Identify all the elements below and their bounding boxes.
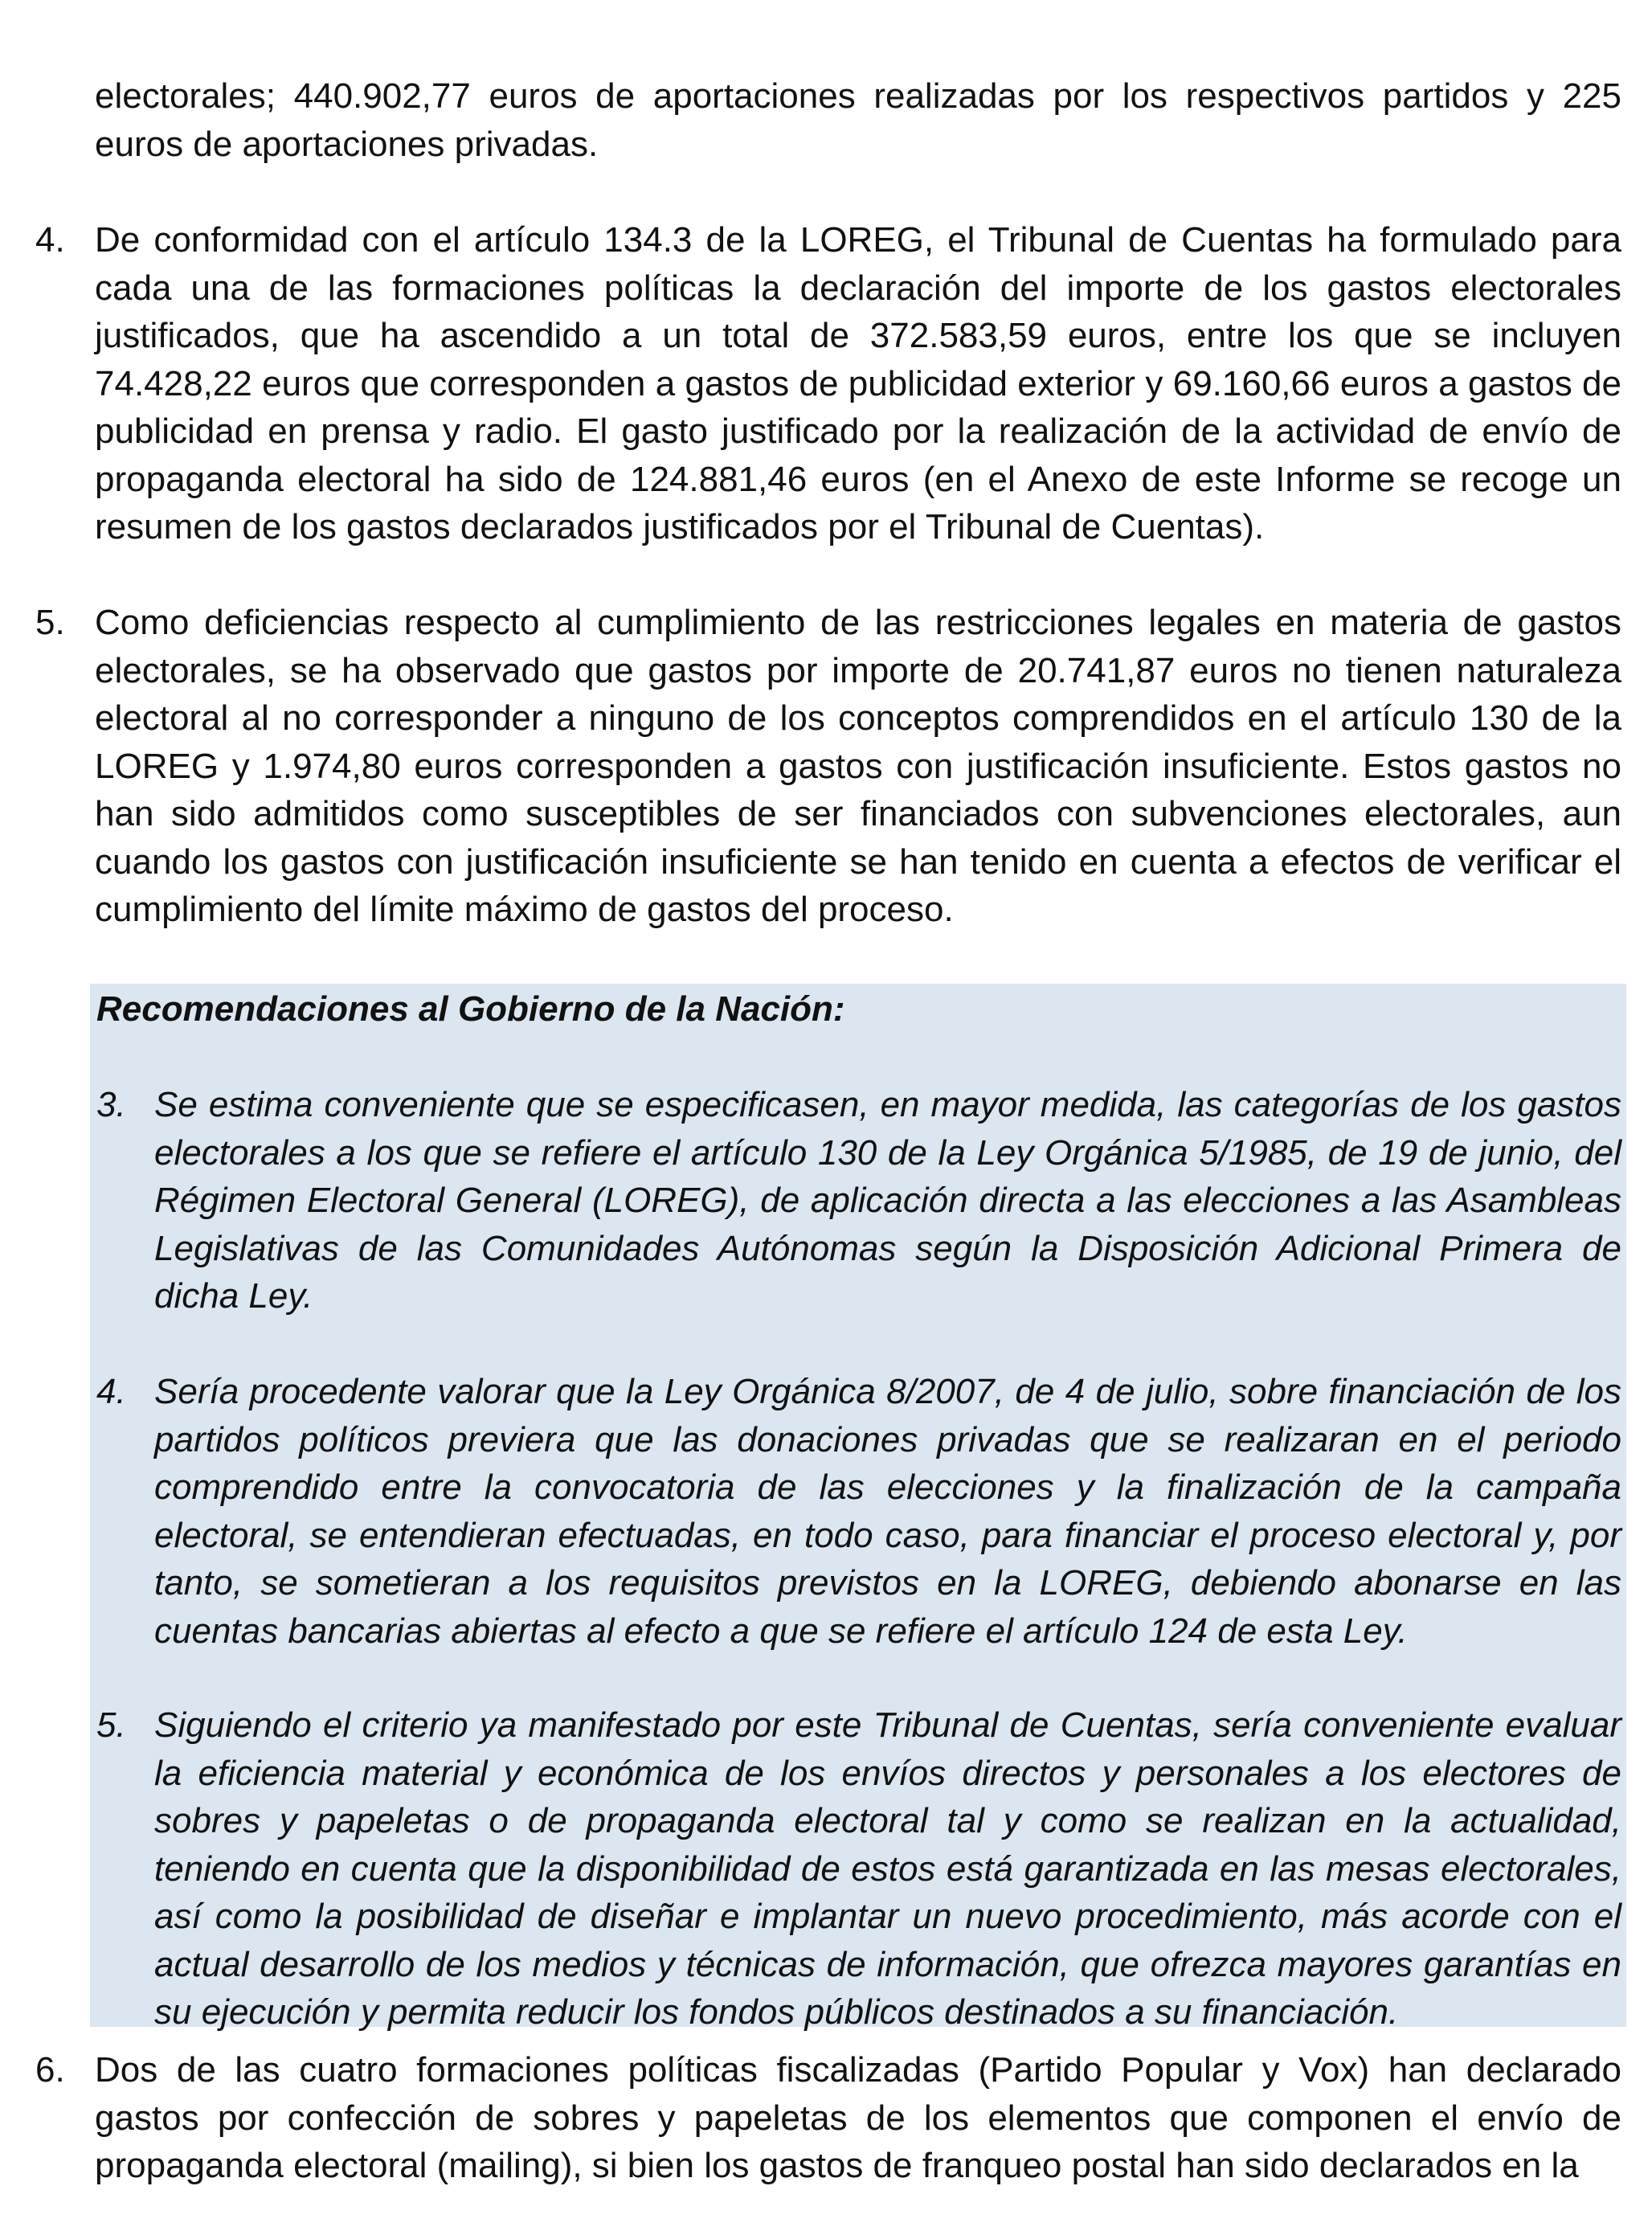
item-text: De conformidad con el artículo 134.3 de la LOREG, el Tribunal de Cuentas ha formulado para cada una de las formaciones políticas la declaración del importe de los gastos electorales justificados, que ha ascendido a un total de 372.583,59 euros, entre los que se incluyen 74.428,22 euros que corresponden a gastos de publicidad exterior y 69.160,66 euros a gastos de publicidad en prensa y radio. El gasto justificado por la realización de la actividad de envío de propaganda electoral ha sido de 124.881,46 euros (en el Anexo de este Informe se recoge un resumen de los gastos declarados justificados por el Tribunal de Cuentas). [95, 220, 1621, 546]
recommendation-text: Siguiendo el criterio ya manifestado por este Tribunal de Cuentas, sería conveniente evaluar la eficiencia material y económica de los envíos directos y personales a los electores de sobres y papeletas o de propaganda electoral tal y como se realizan en la actualidad, teniendo en cuenta que la disponibilidad de estos está garantizada en las mesas electorales, así como la posibilidad de diseñar e implantar un nuevo procedimiento, más acorde con el actual desarrollo de los medios y técnicas de información, que ofrezca mayores garantías en su ejecución y permita reducir los fondos públicos destinados a su financiación. [154, 1705, 1621, 2032]
recommendation-text: Sería procedente valorar que la Ley Orgánica 8/2007, de 4 de julio, sobre financiación de los partidos políticos previera que las donaciones privadas que se realizaran en el periodo comprendido entre la convocatoria de las elecciones y la finalización de la campaña electoral, se entendieran efectuadas, en todo caso, para financiar el proceso electoral y, por tanto, se sometieran a los requisitos previstos en la LOREG, debiendo abonarse en las cuentas bancarias abiertas al efecto a que se refiere el artículo 124 de esta Ley. [154, 1372, 1621, 1651]
recommendation-text: Se estima conveniente que se especificasen, en mayor medida, las categorías de los gastos electorales a los que se refiere el artículo 130 de la Ley Orgánica 5/1985, de 19 de junio, del Régimen Electoral General (LOREG), de aplicación directa a las elecciones a las Asambleas Legislativas de las Comunidades Autónomas según la Disposición Adicional Primera de dicha Ley. [154, 1085, 1621, 1316]
item-text: Dos de las cuatro formaciones políticas fiscalizadas (Partido Popular y Vox) han declarado gastos por confección de sobres y papeletas de los elementos que componen el envío de propaganda electoral (mailing), si bien los gastos de franqueo postal han sido declarados en la [95, 2050, 1621, 2185]
intro-continuation-paragraph: electorales; 440.902,77 euros de aportaciones realizadas por los respectivos partidos y 225 euros de aportaciones privadas. [95, 76, 1621, 164]
item-text: Como deficiencias respecto al cumplimiento de las restricciones legales en materia de gastos electorales, se ha observado que gastos por importe de 20.741,87 euros no tienen naturaleza electoral al no corresponder a ninguno de los conceptos comprendidos en el artículo 130 de la LOREG y 1.974,80 euros corresponden a gastos con justificación insuficiente. Estos gastos no han sido admitidos como susceptibles de ser financiados con subvenciones electorales, aun cuando los gastos con justificación insuficiente se han tenido en cuenta a efectos de verificar el cumplimiento del límite máximo de gastos del proceso. [95, 603, 1621, 929]
item-number: 5. [35, 603, 65, 642]
recommendation-number: 4. [96, 1372, 126, 1411]
recommendation-number: 5. [96, 1705, 126, 1745]
recommendations-heading: Recomendaciones al Gobierno de la Nación: [96, 989, 845, 1029]
recommendation-number: 3. [96, 1085, 126, 1124]
item-number: 6. [35, 2050, 65, 2090]
recommendations-box [90, 984, 1626, 2032]
item-number: 4. [35, 220, 65, 260]
